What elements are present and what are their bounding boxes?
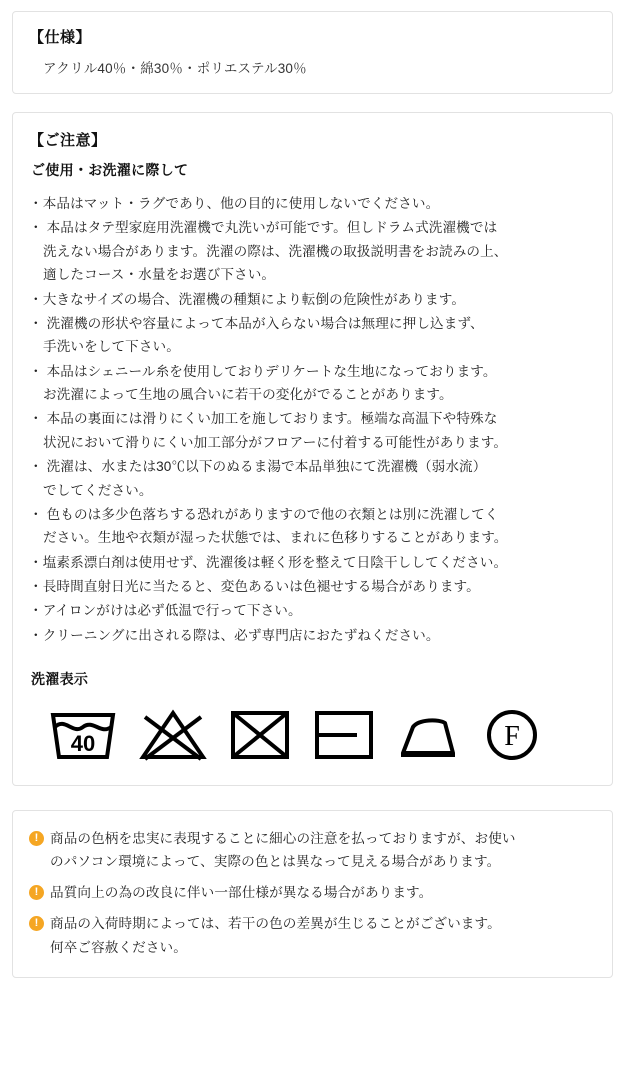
dry-clean-letter: F bbox=[504, 721, 520, 753]
no-tumble-dry-icon bbox=[227, 701, 293, 763]
list-item bbox=[29, 881, 596, 904]
caution-subtitle: ご使用・お洗濯に際して bbox=[31, 162, 189, 178]
list-item bbox=[29, 455, 596, 502]
note-text bbox=[50, 881, 432, 904]
note-line: 色ものは多少色落ちする恐れがありますので他の衣類とは別に洗濯してく bbox=[46, 506, 499, 522]
note-line: 手洗いをして下さい。 bbox=[43, 339, 180, 355]
wash-machine-40-icon bbox=[47, 701, 119, 763]
note-line: 洗濯は、水または30℃以下のぬるま湯で本品単独にて洗濯機（弱水流） bbox=[46, 459, 487, 475]
note-line: のパソコン環境によって、実際の色とは異なって見える場合があります。 bbox=[50, 854, 501, 870]
wash-label-title: 洗濯表示 bbox=[31, 671, 89, 688]
exclamation-icon: ! bbox=[29, 885, 44, 900]
caution-note-list bbox=[29, 192, 596, 647]
note-text bbox=[50, 912, 501, 958]
note-line: お洗濯によって生地の風合いに若干の変化がでることがあります。 bbox=[43, 387, 453, 402]
note-line: 洗濯機の形状や容量によって本品が入らない場合は無理に押し込まず、 bbox=[46, 315, 484, 331]
note-line: 適したコース・水量をお選び下さい。 bbox=[43, 267, 276, 283]
wash-temp-value: 40 bbox=[70, 731, 96, 757]
list-item bbox=[29, 407, 596, 454]
dry-flat-shade-icon bbox=[311, 701, 377, 763]
note-line: 本品はマット・ラグであり、他の目的に使用しないでください。 bbox=[42, 196, 440, 211]
iron-low-icon bbox=[395, 701, 461, 763]
spec-material: アクリル40％・綿30％・ポリエステル30％ bbox=[43, 61, 307, 76]
list-item bbox=[29, 551, 596, 574]
list-item bbox=[29, 216, 596, 286]
note-line: でしてください。 bbox=[43, 482, 153, 498]
caution-title: 【ご注意】 bbox=[29, 132, 107, 149]
note-line: 本品はシェニール糸を使用しておりデリケートな生地になっております。 bbox=[46, 363, 497, 379]
list-item bbox=[29, 912, 596, 958]
list-item bbox=[29, 192, 596, 215]
spec-card bbox=[12, 11, 613, 94]
note-line: ださい。生地や衣類が湿った状態では、まれに色移りすることがあります。 bbox=[43, 530, 508, 546]
dry-clean-f-icon bbox=[479, 701, 545, 763]
list-item bbox=[29, 575, 596, 598]
list-item bbox=[29, 360, 596, 407]
note-line: 長時間直射日光に当たると、変色あるいは色褪せする場合があります。 bbox=[42, 579, 480, 594]
list-item bbox=[29, 599, 596, 622]
list-item bbox=[29, 312, 596, 359]
note-line: 洗えない場合があります。洗濯の際は、洗濯機の取扱説明書をお読みの上、 bbox=[43, 243, 508, 259]
note-line: 状況において滑りにくい加工部分がフロアーに付着する可能性があります。 bbox=[43, 434, 508, 450]
bottom-notes-card bbox=[12, 810, 613, 978]
note-line: 何卒ご容赦ください。 bbox=[50, 939, 187, 955]
list-item bbox=[29, 288, 596, 311]
note-line: 本品はタテ型家庭用洗濯機で丸洗いが可能です。但しドラム式洗濯機では bbox=[46, 220, 498, 236]
exclamation-icon: ! bbox=[29, 831, 44, 846]
note-line: クリーニングに出される際は、必ず専門店におたずねください。 bbox=[42, 627, 440, 643]
no-bleach-icon bbox=[137, 701, 209, 763]
note-line: 塩素系漂白剤は使用せず、洗濯後は軽く形を整えて日陰干ししてください。 bbox=[42, 554, 508, 570]
wash-symbol-row bbox=[29, 695, 596, 763]
list-item bbox=[29, 624, 596, 647]
note-line: 商品の色柄を忠実に表現することに細心の注意を払っておりますが、お使い bbox=[50, 831, 516, 847]
caution-card bbox=[12, 112, 613, 786]
note-line: 商品の入荷時期によっては、若干の色の差異が生じることがございます。 bbox=[50, 916, 501, 932]
spec-title: 【仕様】 bbox=[29, 29, 92, 46]
note-line: 大きなサイズの場合、洗濯機の種類により転倒の危険性があります。 bbox=[42, 291, 466, 307]
list-item bbox=[29, 827, 596, 873]
note-text bbox=[50, 827, 516, 873]
exclamation-icon: ! bbox=[29, 916, 44, 931]
note-line: 本品の裏面には滑りにくい加工を施しております。極端な高温下や特殊な bbox=[46, 411, 498, 427]
note-line: 品質向上の為の改良に伴い一部仕様が異なる場合があります。 bbox=[50, 885, 433, 901]
note-line: アイロンがけは必ず低温で行って下さい。 bbox=[42, 603, 302, 619]
bottom-notes-list bbox=[29, 827, 596, 959]
product-care-page bbox=[0, 11, 625, 1090]
list-item bbox=[29, 503, 596, 550]
